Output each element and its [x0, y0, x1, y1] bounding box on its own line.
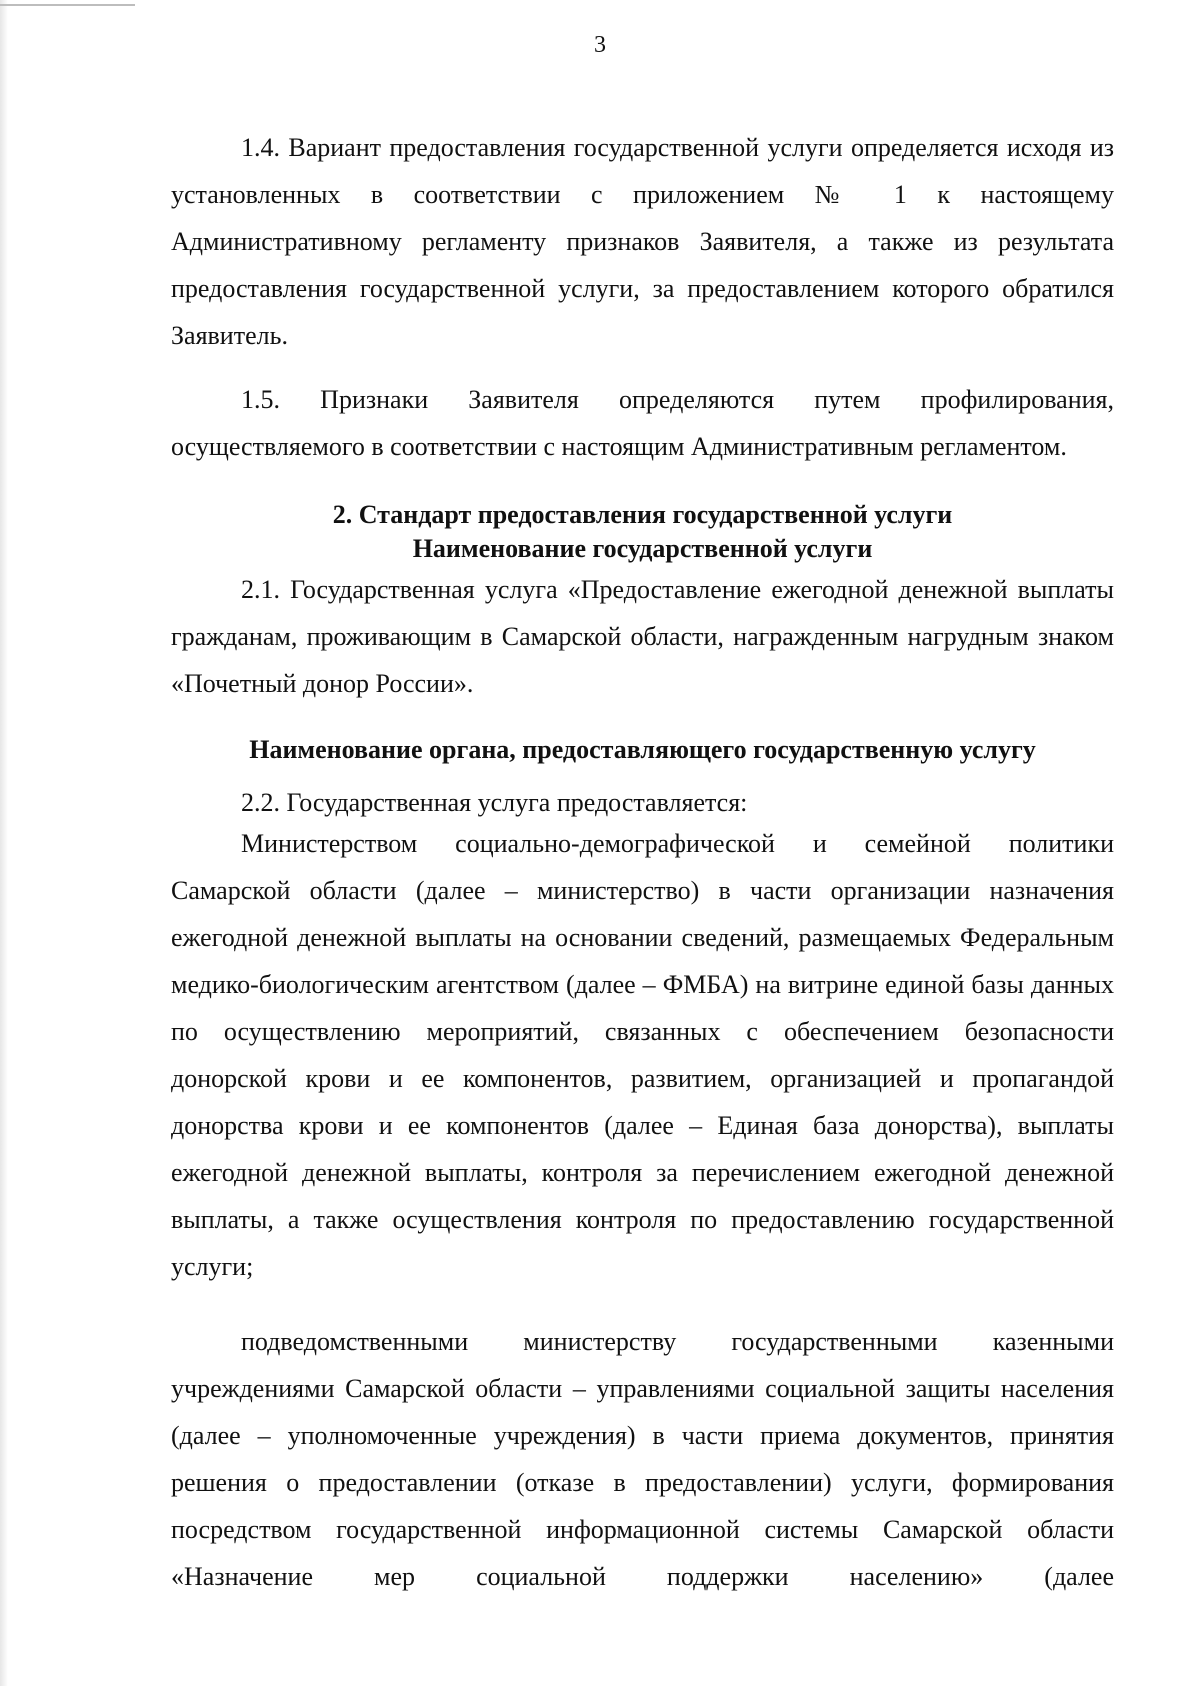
section-2-heading: 2. Стандарт предоставления государственной услуги — [332, 500, 953, 529]
ministry-paragraph-block — [171, 820, 1114, 1290]
scan-edge — [0, 0, 8, 1686]
paragraph-2-2-block — [171, 779, 1114, 826]
paragraph-1-4-block — [171, 124, 1114, 359]
organ-heading: Наименование органа, предоставляющего государственную услугу — [249, 735, 1036, 764]
paragraph-1-4: 1.4. Вариант предоставления государственной услуги определяется исходя из установленных в соответствии с приложением № 1 к настоящему Административному регламенту признаков Заявителя, а также из результата предоставления государственной услуги, за предоставлением которого обратился Заявитель. — [171, 133, 1114, 350]
paragraph-2-1: 2.1. Государственная услуга «Предоставление ежегодной денежной выплаты гражданам, проживающим в Самарской области, награжденным нагрудным знаком «Почетный донор России». — [171, 575, 1114, 698]
subordinate-paragraph: подведомственными министерству государственными казенными учреждениями Самарской области – управлениями социальной защиты населения (далее – уполномоченные учреждения) в части приема документов, принятия решения о предоставлении (отказе в предоставлении) услуги, формирования посредством государственной информационной системы Самарской области «Назначение мер социальной поддержки населению» (далее — [171, 1327, 1114, 1591]
paragraph-2-1-block — [171, 566, 1114, 707]
service-name-heading: Наименование государственной услуги — [412, 534, 873, 563]
subordinate-paragraph-block — [171, 1318, 1114, 1600]
paragraph-1-5: 1.5. Признаки Заявителя определяются путем профилирования, осуществляемого в соответствии с настоящим Административным регламентом. — [171, 385, 1114, 461]
section-2-heading-block — [171, 498, 1114, 566]
ministry-paragraph: Министерством социально-демографической и семейной политики Самарской области (далее – министерство) в части организации назначения ежегодной денежной выплаты на основании сведений, размещаемых Федеральным медико-биологическим агентством (далее – ФМБА) на витрине единой базы данных по осуществлению мероприятий, связанных с обеспечением безопасности донорской крови и ее компонентов, развитием, организацией и пропагандой донорства крови и ее компонентов (далее – Единая база донорства), выплаты ежегодной денежной выплаты, контроля за перечислением ежегодной денежной выплаты, а также осуществления контроля по предоставлению государственной услуги; — [171, 829, 1114, 1281]
scan-artifact-line — [0, 4, 135, 6]
organ-heading-block — [171, 733, 1114, 767]
page-number: 3 — [594, 32, 606, 58]
paragraph-1-5-block — [171, 376, 1114, 470]
paragraph-2-2: 2.2. Государственная услуга предоставляется: — [241, 788, 748, 817]
